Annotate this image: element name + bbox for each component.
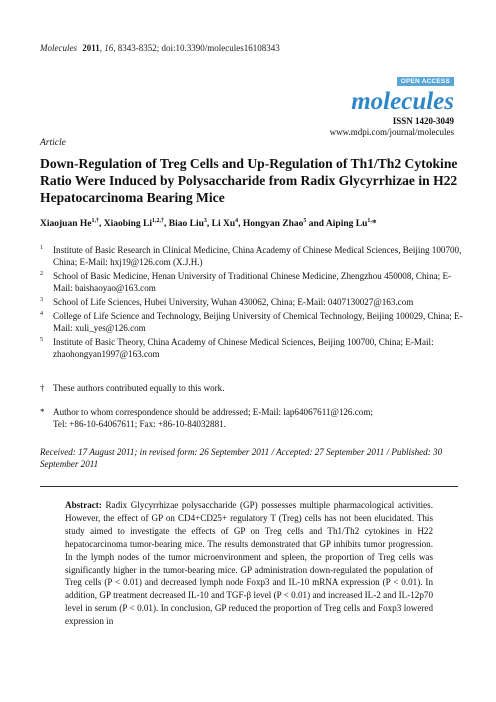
author-list: Xiaojuan $He^{1,\dagger}$, Xiaobing $Li^{1,2,\dagger}$, Biao Liu$^3$, Li Xu$^4$, Hongyan Zhao$^5$ and Aiping $Lu^{1,}*$ — [40, 218, 377, 230]
article-type: Article — [40, 138, 66, 148]
author-sup: 1,† — [91, 218, 99, 224]
affiliations — [40, 244, 470, 362]
citation-volume: 16 — [104, 43, 114, 53]
citation-year: 2011 — [82, 43, 100, 53]
affiliation-item: 5 Institute of Basic Theory, China Academy of Chinese Medical Sciences, Beijing 100700, China; E-Mail: zhaohongyan1997@163.com — [40, 336, 434, 359]
author-sup: 1,2,† — [152, 218, 165, 224]
affiliation-item: 2 School of Basic Medicine, Henan University of Traditional Chinese Medicine, Zhengzhou 450008, China; E-Mail: baishaoyao@163.com — [40, 271, 452, 294]
affiliation-item: 1 Institute of Basic Research in Clinical Medicine, China Academy of Chinese Medical Sciences, Beijing 100700, China; E-Mail: hxj19@126.com (X.J.H.) — [40, 245, 462, 268]
affiliation-item: 4 College of Life Science and Technology, Beijing University of Chemical Technology, Beijing 100029, China; E-Mail: xuli_yes@126.com — [40, 310, 463, 333]
publication-dates: Received: 17 August 2011; in revised form: 26 September 2011 / Accepted: 27 September 2011 / Published: 30 September 2011 — [40, 447, 443, 470]
abstract-label: Abstract: — [65, 500, 102, 510]
corresponding-mark: * — [371, 219, 377, 230]
journal-url[interactable]: www.mdpi.com/journal/molecules — [329, 127, 454, 137]
abstract-text: Radix Glycyrrhizae polysaccharide (GP) possesses multiple pharmacological activities. However, the effect of GP on CD4+CD25+ regulatory T (Treg) cells has not been elucidated. This study aimed to investigate the effects of GP on Treg cells and Th1/Th2 cytokines in H22 hepatocarcinoma tumor-bearing mice. The results demonstrated that GP inhibits tumor progression. In the lymph nodes of the tumor microenvironment and spleen, the proportion of Treg cells was significantly higher in the tumor-bearing mice. GP administration down-regulated the population of Treg cells (P < 0.01) and decreased lymph node Foxp3 and IL-10 mRNA expression (P < 0.01). In addition, GP treatment decreased IL-10 and TGF-β level (P < 0.01) and increased IL-2 and IL-12p70 level in serum (P < 0.01). In conclusion, GP reduced the proportion of Treg cells and Foxp3 lowered expression in — [65, 500, 433, 627]
abstract — [65, 499, 433, 628]
journal-logo: molecules — [351, 88, 454, 115]
issn: ISSN 1420-3049 — [392, 116, 454, 126]
article-title: Down-Regulation of Treg Cells and Up-Regulation of Th1/Th2 Cytokine Ratio Were Induced by Polysaccharide from Radix Glycyrrhizae in H22 Hepatocarcinoma Bearing Mice — [40, 156, 458, 205]
author-sup: 1, — [367, 218, 372, 224]
author-name: Li Xu — [211, 219, 236, 230]
correspondence-note: * Author to whom correspondence should be addressed; E-Mail: lap64067611@126.com; Tel: +86-10-64067611; Fax: +86-10-84032881. — [40, 407, 373, 430]
author-sup: 4 — [235, 218, 239, 224]
author-name: Xiaobing Li — [103, 219, 153, 230]
author-name: Aiping Lu — [325, 219, 368, 230]
equal-contribution-note: † These authors contributed equally to this work. — [40, 383, 225, 393]
citation-rest: , 8343-8352; doi:10.3390/molecules16108343 — [113, 43, 280, 53]
author-name: Hongyan Zhao — [242, 219, 304, 230]
author-name: Biao Liu — [168, 219, 204, 230]
author-sup: 3 — [203, 218, 207, 224]
section-divider — [40, 486, 458, 487]
journal-masthead — [274, 70, 454, 138]
open-access-badge: OPEN ACCESS — [397, 77, 454, 86]
citation-line: Molecules 2011, 16, 8343-8352; doi:10.3390/molecules16108343 — [40, 43, 280, 53]
author-sup: 5 — [303, 218, 307, 224]
citation-journal: Molecules — [40, 43, 77, 53]
author-name: Xiaojuan He — [40, 219, 92, 230]
affiliation-item: 3 School of Life Sciences, Hubei University, Wuhan 430062, China; E-Mail: 0407130027@163.com — [40, 297, 414, 307]
